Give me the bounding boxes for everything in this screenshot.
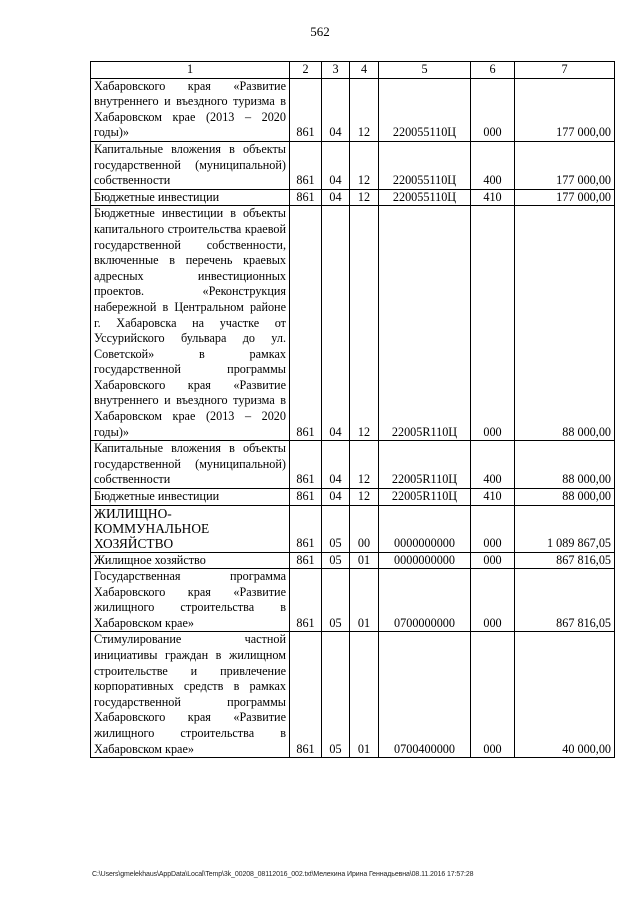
row-code-target: 22005R110Ц <box>379 489 471 506</box>
row-code-target: 220055110Ц <box>379 141 471 189</box>
row-name: ЖИЛИЩНО-КОММУНАЛЬНОЕ ХОЗЯЙСТВО <box>91 505 290 552</box>
row-code-expense-type: 410 <box>471 189 515 206</box>
row-amount: 1 089 867,05 <box>515 505 615 552</box>
row-code-target: 0000000000 <box>379 505 471 552</box>
row-code-subsection: 12 <box>350 441 379 489</box>
row-code-target: 0700400000 <box>379 632 471 758</box>
row-amount: 177 000,00 <box>515 141 615 189</box>
header-col-2: 2 <box>290 62 322 79</box>
row-code-section: 04 <box>322 141 350 189</box>
row-code-section: 04 <box>322 206 350 441</box>
row-code-ministry: 861 <box>290 441 322 489</box>
row-code-section: 05 <box>322 569 350 632</box>
row-code-target: 0700000000 <box>379 569 471 632</box>
row-code-expense-type: 400 <box>471 141 515 189</box>
row-code-ministry: 861 <box>290 569 322 632</box>
row-code-ministry: 861 <box>290 141 322 189</box>
row-code-subsection: 12 <box>350 489 379 506</box>
row-name: Государственная программа Хабаровского края «Развитие жилищного строительства в Хабаровском крае» <box>91 569 290 632</box>
row-name: Жилищное хозяйство <box>91 552 290 569</box>
row-name: Капитальные вложения в объекты государственной (муниципальной) собственности <box>91 441 290 489</box>
row-name: Хабаровского края «Развитие внутреннего и въездного туризма в Хабаровском крае (2013 – 2020 годы)» <box>91 78 290 141</box>
table-row <box>91 441 615 489</box>
table-row <box>91 206 615 441</box>
row-code-ministry: 861 <box>290 505 322 552</box>
row-code-section: 04 <box>322 78 350 141</box>
table-row <box>91 505 615 552</box>
table-row <box>91 189 615 206</box>
row-name: Бюджетные инвестиции <box>91 189 290 206</box>
row-code-subsection: 01 <box>350 632 379 758</box>
row-code-section: 04 <box>322 489 350 506</box>
table-row <box>91 632 615 758</box>
row-code-ministry: 861 <box>290 489 322 506</box>
row-code-target: 220055110Ц <box>379 189 471 206</box>
header-col-4: 4 <box>350 62 379 79</box>
row-name: Бюджетные инвестиции <box>91 489 290 506</box>
header-col-7: 7 <box>515 62 615 79</box>
row-name: Бюджетные инвестиции в объекты капитального строительства краевой государственной собственности, включенные в перечень краевых адресных инвестиционных проектов. «Реконструкция набережной в Центральном районе г. Хабаровска на участке от Уссурийского бульвара до ул. Советской» в рамках государственной программы Хабаровского края «Развитие внутреннего и въездного туризма в Хабаровском крае (2013 – 2020 годы)» <box>91 206 290 441</box>
row-amount: 40 000,00 <box>515 632 615 758</box>
table-row <box>91 569 615 632</box>
row-amount: 88 000,00 <box>515 441 615 489</box>
table-header-row <box>91 62 615 79</box>
row-name: Капитальные вложения в объекты государственной (муниципальной) собственности <box>91 141 290 189</box>
table-row <box>91 78 615 141</box>
row-code-subsection: 12 <box>350 189 379 206</box>
row-amount: 177 000,00 <box>515 78 615 141</box>
row-code-target: 0000000000 <box>379 552 471 569</box>
row-amount: 177 000,00 <box>515 189 615 206</box>
row-code-section: 04 <box>322 189 350 206</box>
row-code-expense-type: 000 <box>471 569 515 632</box>
row-code-subsection: 12 <box>350 206 379 441</box>
row-code-section: 05 <box>322 505 350 552</box>
row-code-subsection: 01 <box>350 552 379 569</box>
row-code-subsection: 12 <box>350 141 379 189</box>
row-code-ministry: 861 <box>290 206 322 441</box>
header-col-5: 5 <box>379 62 471 79</box>
row-code-ministry: 861 <box>290 189 322 206</box>
row-amount: 867 816,05 <box>515 552 615 569</box>
row-code-expense-type: 000 <box>471 632 515 758</box>
header-col-1: 1 <box>91 62 290 79</box>
row-code-target: 22005R110Ц <box>379 206 471 441</box>
budget-table <box>90 61 615 758</box>
row-code-expense-type: 000 <box>471 552 515 569</box>
row-code-section: 05 <box>322 552 350 569</box>
row-code-ministry: 861 <box>290 632 322 758</box>
row-code-ministry: 861 <box>290 552 322 569</box>
row-code-expense-type: 000 <box>471 505 515 552</box>
row-code-subsection: 12 <box>350 78 379 141</box>
row-code-ministry: 861 <box>290 78 322 141</box>
row-amount: 88 000,00 <box>515 489 615 506</box>
header-col-3: 3 <box>322 62 350 79</box>
header-col-6: 6 <box>471 62 515 79</box>
row-code-expense-type: 410 <box>471 489 515 506</box>
row-code-expense-type: 000 <box>471 206 515 441</box>
row-amount: 88 000,00 <box>515 206 615 441</box>
table-row <box>91 552 615 569</box>
row-code-expense-type: 000 <box>471 78 515 141</box>
row-amount: 867 816,05 <box>515 569 615 632</box>
row-code-target: 220055110Ц <box>379 78 471 141</box>
row-code-subsection: 00 <box>350 505 379 552</box>
file-path-footer: C:\Users\gmelekhaus\AppData\Local\Temp\3k_00208_08112016_002.txt\Мелехина Ирина Геннадьевна\08.11.2016 17:57:28 <box>92 871 474 878</box>
row-code-section: 05 <box>322 632 350 758</box>
page-number: 562 <box>310 24 330 39</box>
row-code-section: 04 <box>322 441 350 489</box>
row-code-subsection: 01 <box>350 569 379 632</box>
row-code-expense-type: 400 <box>471 441 515 489</box>
row-name: Стимулирование частной инициативы граждан в жилищном строительстве и привлечение корпоративных средств в рамках государственной программы Хабаровского края «Развитие жилищного строительства в Хабаровском крае» <box>91 632 290 758</box>
table-row <box>91 141 615 189</box>
table-row <box>91 489 615 506</box>
row-code-target: 22005R110Ц <box>379 441 471 489</box>
